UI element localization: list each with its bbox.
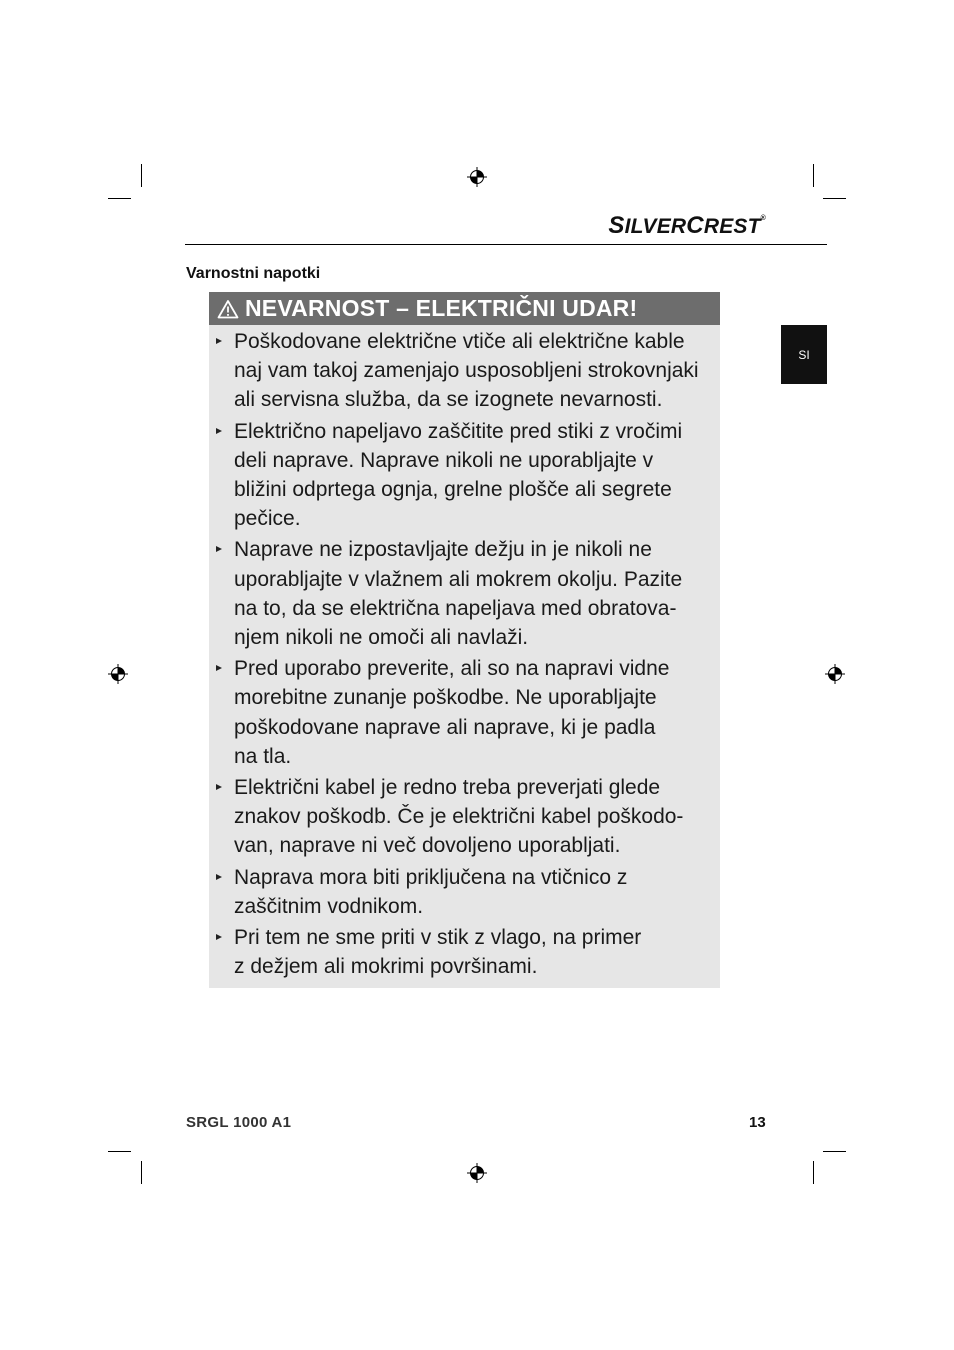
warning-item-text: Električno napeljavo zaščitite pred stiki z vročimi deli naprave. Naprave nikoli ne uporabljajte v bližini odprtega ognja, grelne plošče ali segrete pečice.: [234, 419, 683, 531]
registration-mark-icon: [108, 664, 128, 684]
brand-part1: ILVER: [624, 215, 687, 238]
crop-mark: [108, 198, 131, 199]
crop-mark: [108, 1151, 131, 1152]
warning-item-text: Pred uporabo preverite, ali so na napravi vidne morebitne zunanje poškodbe. Ne uporabljajte poškodovane naprave ali naprave, ki je padla na tla.: [234, 657, 670, 768]
crop-mark: [813, 1161, 814, 1184]
warning-item-text: Poškodovane električne vtiče ali električne kable naj vam takoj zamenjajo usposobljeni strokovnjaki ali servisna služba, da se izognete nevarnosti.: [234, 330, 699, 412]
crop-mark: [813, 164, 814, 187]
warning-item-text: Pri tem ne sme priti v stik z vlago, na primer z dežjem ali mokrimi površinami.: [234, 926, 642, 979]
brand-logo: SILVERCREST®: [608, 212, 766, 239]
warning-item: [209, 535, 720, 652]
language-tab: SI: [781, 325, 827, 384]
section-title: Varnostni napotki: [186, 265, 321, 282]
warning-item: [209, 654, 720, 771]
arrow-bullet-icon: [216, 874, 222, 880]
registration-mark-icon: [467, 1163, 487, 1183]
arrow-bullet-icon: [216, 934, 222, 940]
warning-title: NEVARNOST – ELEKTRIČNI UDAR!: [245, 295, 638, 321]
warning-box: [209, 292, 720, 988]
warning-item: [209, 417, 720, 534]
warning-item: [209, 863, 720, 921]
header-divider: [185, 244, 827, 245]
warning-triangle-icon: [217, 299, 239, 319]
warning-item: [209, 923, 720, 981]
warning-item: [209, 773, 720, 861]
arrow-bullet-icon: [216, 338, 222, 344]
warning-item-text: Naprava mora biti priključena na vtičnico z zaščitnim vodnikom.: [234, 865, 628, 918]
warning-item-text: Naprave ne izpostavljajte dežju in je nikoli ne uporabljajte v vlažnem ali mokrem okolju. Pazite na to, da se električna napeljava med obratova- njem nikoli ne omoči ali navlaži.: [234, 538, 683, 650]
arrow-bullet-icon: [216, 784, 222, 790]
registration-mark-icon: [825, 664, 845, 684]
crop-mark: [823, 1151, 846, 1152]
registration-mark-icon: [467, 167, 487, 187]
arrow-bullet-icon: [216, 665, 222, 671]
warning-item-text: Električni kabel je redno treba preverjati glede znakov poškodb. Če je električni kabel poškodo- van, naprave ni več dovoljeno uporabljati.: [234, 776, 684, 858]
arrow-bullet-icon: [216, 546, 222, 552]
page-number: 13: [749, 1114, 766, 1131]
model-number: SRGL 1000 A1: [186, 1114, 292, 1131]
crop-mark: [141, 164, 142, 187]
crop-mark: [141, 1161, 142, 1184]
crop-mark: [823, 198, 846, 199]
trademark-symbol: ®: [760, 215, 766, 222]
warning-header: [209, 292, 720, 325]
arrow-bullet-icon: [216, 428, 222, 434]
warning-list: [209, 327, 720, 983]
brand-part2: REST: [703, 215, 761, 238]
warning-item: [209, 327, 720, 415]
